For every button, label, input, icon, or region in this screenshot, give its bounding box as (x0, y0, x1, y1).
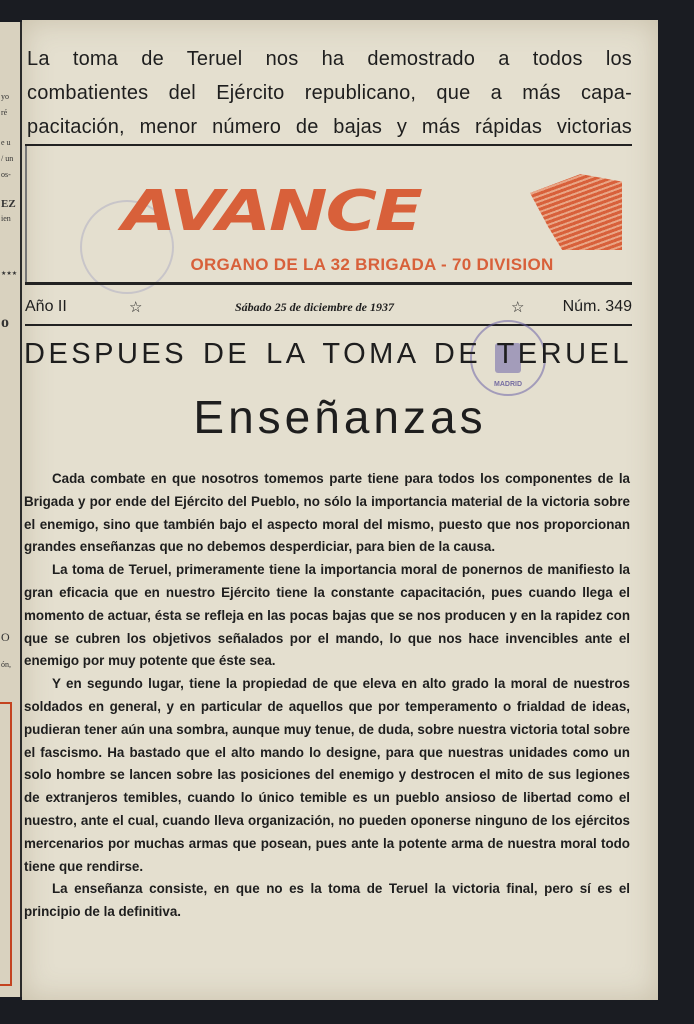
masthead-name: AVANCE (122, 178, 421, 244)
quote-line: pacitación, menor número de bajas y más rápidas victorias (27, 116, 632, 138)
paragraph: Cada combate en que nosotros tomemos parte tiene para todos los componentes de la Brigada y por ende del Ejército del Pueblo, no sólo la importancia material de la victoria sobre el enemigo, sino que también bajo el aspecto moral del mismo, puesto que nos proporcionan grandes enseñanzas que no debemos desperdiciar, para bien de la causa. (24, 471, 630, 555)
fragment-text: ien (1, 214, 11, 223)
star-icon: ☆ (129, 299, 143, 316)
divider (25, 282, 632, 285)
issue-number: Núm. 349 (562, 298, 632, 315)
issue-info-row (25, 298, 632, 320)
article-body (24, 468, 630, 924)
fragment-text: ré (1, 108, 8, 117)
flag-icon (530, 174, 622, 250)
fragment-text: o (1, 314, 9, 331)
adjacent-page-edge (0, 22, 22, 997)
quote-line: La toma de Teruel nos ha demostrado a todos los (27, 48, 632, 70)
quote-line: combatientes del Ejército republicano, que a más capa- (27, 82, 632, 104)
paragraph: La toma de Teruel, primeramente tiene la importancia moral de ponernos de manifiesto la gran eficacia que en nuestro Ejército tiene la constante capacitación, pues cuando llega el momento de actuar, ésta se refleja en las pocas bajas que se nos producen y en la rapidez con que se cubren los objetivos señalados por el mando, lo que nos hace invencibles ante el enemigo por muy potente que éste sea. (24, 562, 630, 669)
fragment-text: e u (1, 138, 11, 147)
masthead-logo (122, 168, 622, 254)
fragment-text: / un (1, 154, 14, 163)
fragment-text: EZ (1, 198, 16, 210)
masthead-subtitle: ORGANO DE LA 32 BRIGADA - 70 DIVISION (190, 255, 554, 274)
newspaper-page (22, 20, 658, 1000)
fragment-text: O (1, 630, 10, 644)
fragment-text: yo (1, 92, 9, 101)
fragment-text: os- (1, 170, 11, 179)
star-icon: ☆ (511, 299, 525, 316)
divider (25, 144, 632, 146)
issue-year: Año II (25, 298, 67, 315)
red-frame (0, 702, 12, 986)
frame-line (25, 146, 27, 282)
fragment-text: ★★★ (1, 271, 18, 277)
stamp-text: MADRID (494, 381, 522, 388)
paragraph: Y en segundo lugar, tiene la propiedad de que eleva en alto grado la moral de nuestros soldados en general, y en particular de aquellos que por temperamento o frialdad de ideas, pudieran tener aún una sombra, aunque muy tenue, de duda, sobre nuestra victoria total sobre el fascismo. Ha bastado que el alto mando lo designe, para que nuestras unidades como un solo hombre se lancen sobre las posiciones del enemigo y destrocen el mito de sus legiones de extranjeros temibles, cuando lo único temible es un pueblo ansioso de libertad como el nuestro, ante el cual, cuando lleva organización, no pueden oponerse ninguno de los ejércitos mercenarios por muchas armas que posean, pues ante la potente arma de nuestra moral todo tiene que rendirse. (24, 676, 630, 874)
header-quote (27, 42, 632, 144)
fragment-text: ón, (1, 660, 11, 669)
issue-date: Sábado 25 de diciembre de 1937 (235, 300, 394, 314)
paragraph: La enseñanza consiste, en que no es la toma de Teruel la victoria final, pero sí es el principio de la definitiva. (24, 881, 630, 920)
article-title: Enseñanzas (193, 391, 487, 443)
divider (25, 324, 632, 326)
article-headline: DESPUES DE LA TOMA DE TERUEL (24, 338, 632, 370)
